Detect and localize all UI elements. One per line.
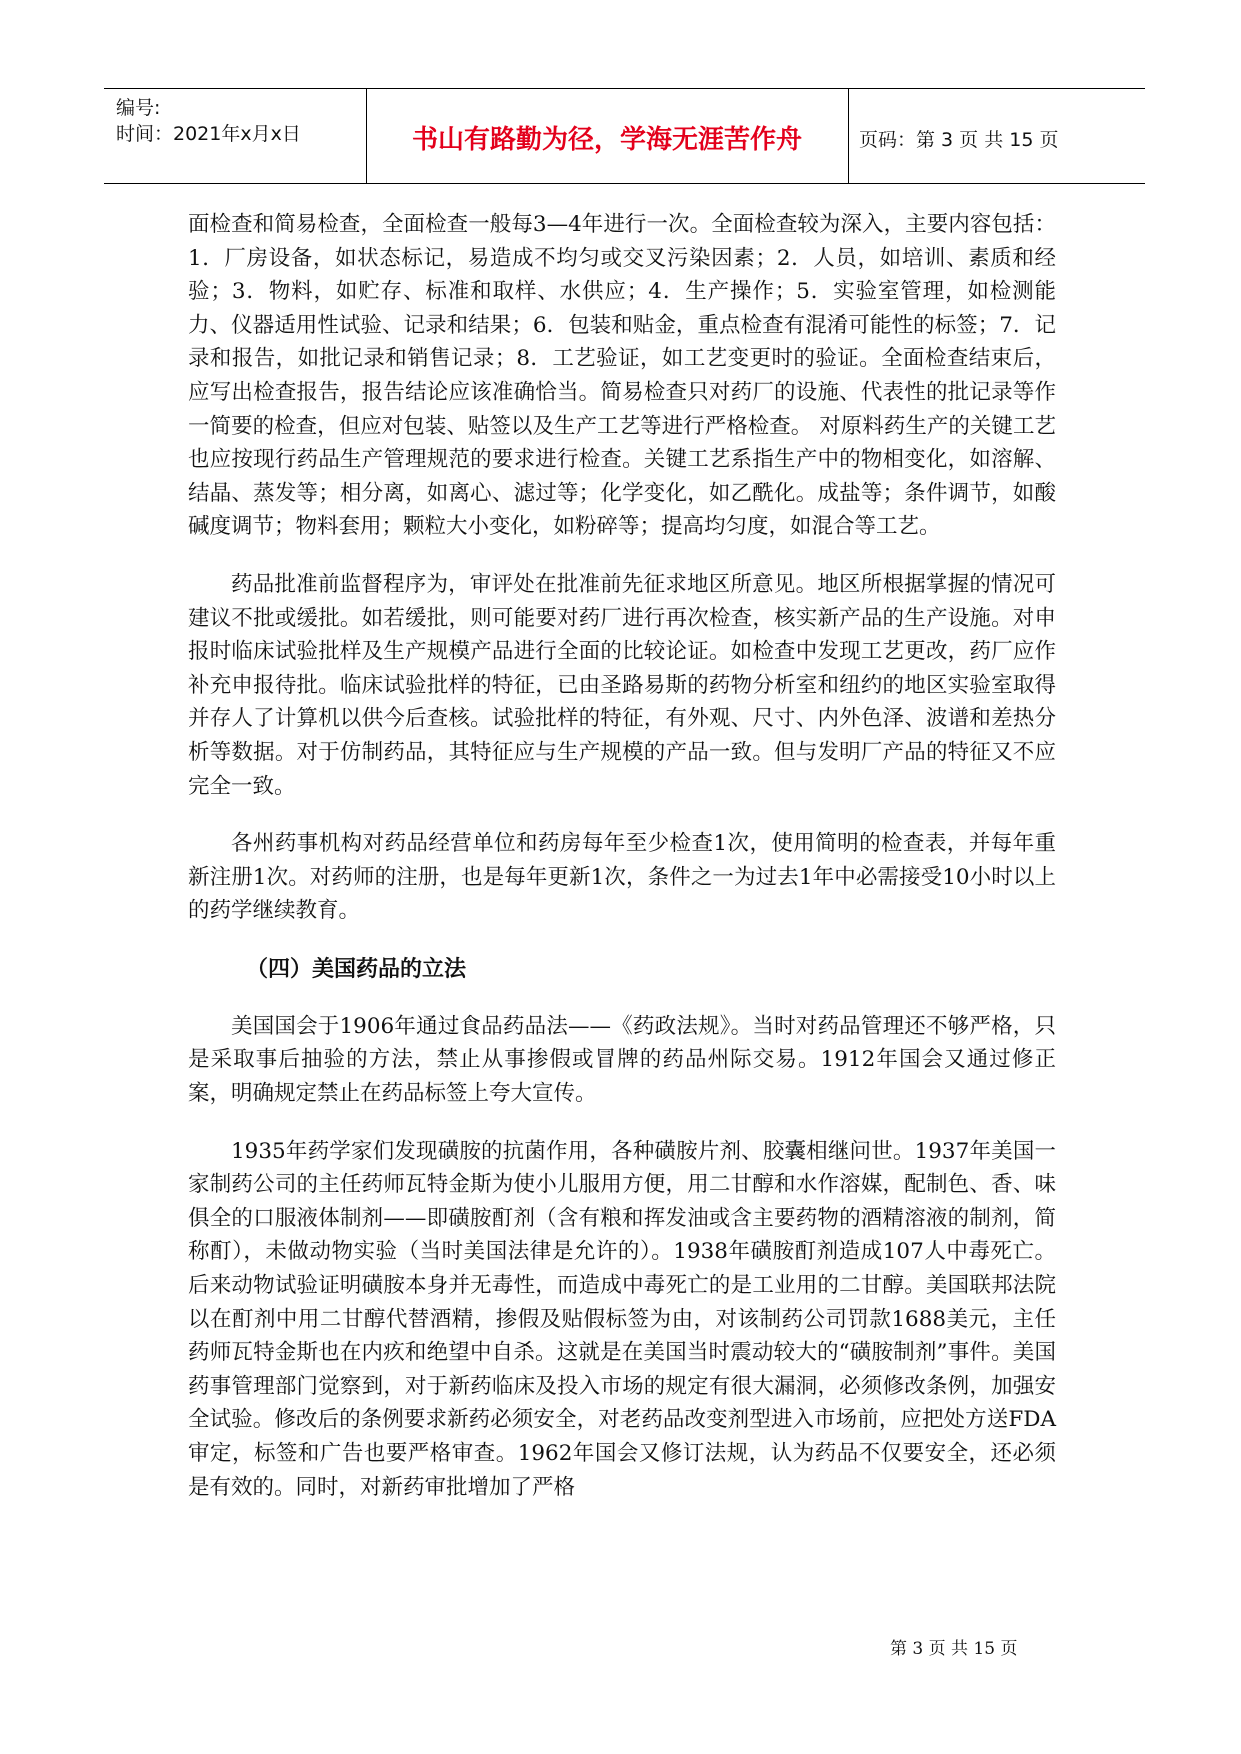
paragraph-2: 药品批准前监督程序为，审评处在批准前先征求地区所意见。地区所根据掌握的情况可建议不批或缓批。如若缓批，则可能要对药厂进行再次检查，核实新产品的生产设施。对申报时临床试验批样及生产规模产品进行全面的比较论证。如检查中发现工艺更改，药厂应作补充申报待批。临床试验批样的特征，已由圣路易斯的药物分析室和纽约的地区实验室取得并存人了计算机以供今后查核。试验批样的特征，有外观、尺寸、内外色泽、波谱和差热分析等数据。对于仿制药品，其特征应与生产规模的产品一致。但与发明厂产品的特征又不应完全一致。 [188,571,1056,799]
header-middle-cell [366,89,849,183]
paragraph-5: 1935年药学家们发现磺胺的抗菌作用，各种磺胺片剂、胶囊相继问世。1937年美国一家制药公司的主任药师瓦特金斯为使小儿服用方便，用二甘醇和水作溶媒，配制色、香、味俱全的口服液体制剂——即磺胺酊剂（含有粮和挥发油或含主要药物的酒精溶液的制剂，简称酊），未做动物实验（当时美国法律是允许的）。1938年磺胺酊剂造成107人中毒死亡。后来动物试验证明磺胺本身并无毒性，而造成中毒死亡的是工业用的二甘醇。美国联邦法院以在酊剂中用二甘醇代替酒精，掺假及贴假标签为由，对该制药公司罚款1688美元，主任药师瓦特金斯也在内疚和绝望中自杀。这就是在美国当时震动较大的“磺胺制剂”事件。美国药事管理部门觉察到，对于新药临床及投入市场的规定有很大漏洞，必须修改条例，加强安全试验。修改后的条例要求新药必须安全，对老药品改变剂型进入市场前，应把处方送FDA审定，标签和广告也要严格审查。1962年国会又修订法规，认为药品不仅要安全，还必须是有效的。同时，对新药审批增加了严格 [188,1138,1056,1500]
document-number-label: 编号: [116,97,161,119]
paragraph-1: 面检查和简易检查，全面检查一般每3—4年进行一次。全面检查较为深入，主要内容包括：1．厂房设备，如状态标记，易造成不均匀或交叉污染因素；2．人员，如培训、素质和经验；3．物料，如贮存、标准和取样、水供应；4．生产操作；5．实验室管理，如检测能力、仪器适用性试验、记录和结果；6．包装和贴金，重点检查有混淆可能性的标签；7．记录和报告，如批记录和销售记录；8．工艺验证，如工艺变更时的验证。全面检查结束后，应写出检查报告，报告结论应该准确恰当。简易检查只对药厂的设施、代表性的批记录等作一简要的检查，但应对包装、贴签以及生产工艺等进行严格检查。 对原料药生产的关键工艺也应按现行药品生产管理规范的要求进行检查。关键工艺系指生产中的物相变化，如溶解、结晶、蒸发等；相分离，如离心、滤过等；化学变化，如乙酰化。成盐等；条件调节，如酸碱度调节；物料套用；颗粒大小变化，如粉碎等；提高均匀度，如混合等工艺。 [188,212,1056,540]
paragraph-4: 美国国会于1906年通过食品药品法——《药政法规》。当时对药品管理还不够严格，只是采取事后抽验的方法，禁止从事掺假或冒牌的药品州际交易。1912年国会又通过修正案，明确规定禁止在药品标签上夸大宣传。 [188,1013,1056,1107]
document-time-label: 时间：2021年x月x日 [116,123,301,145]
header-page-number: 页码：第 3 页 共 15 页 [859,129,1059,151]
header-left-cell [104,89,367,183]
page-header [104,88,1145,184]
header-right-cell [849,89,1145,183]
header-motto: 书山有路勤为径，学海无涯苦作舟 [411,125,802,155]
document-body [188,208,1056,1504]
paragraph-3: 各州药事机构对药品经营单位和药房每年至少检查1次，使用简明的检查表，并每年重新注册1次。对药师的注册，也是每年更新1次，条件之一为过去1年中必需接受10小时以上的药学继续教育。 [188,831,1056,924]
section-heading: （四）美国药品的立法 [246,955,467,982]
page-footer: 第 3 页 共 15 页 [890,1639,1018,1659]
